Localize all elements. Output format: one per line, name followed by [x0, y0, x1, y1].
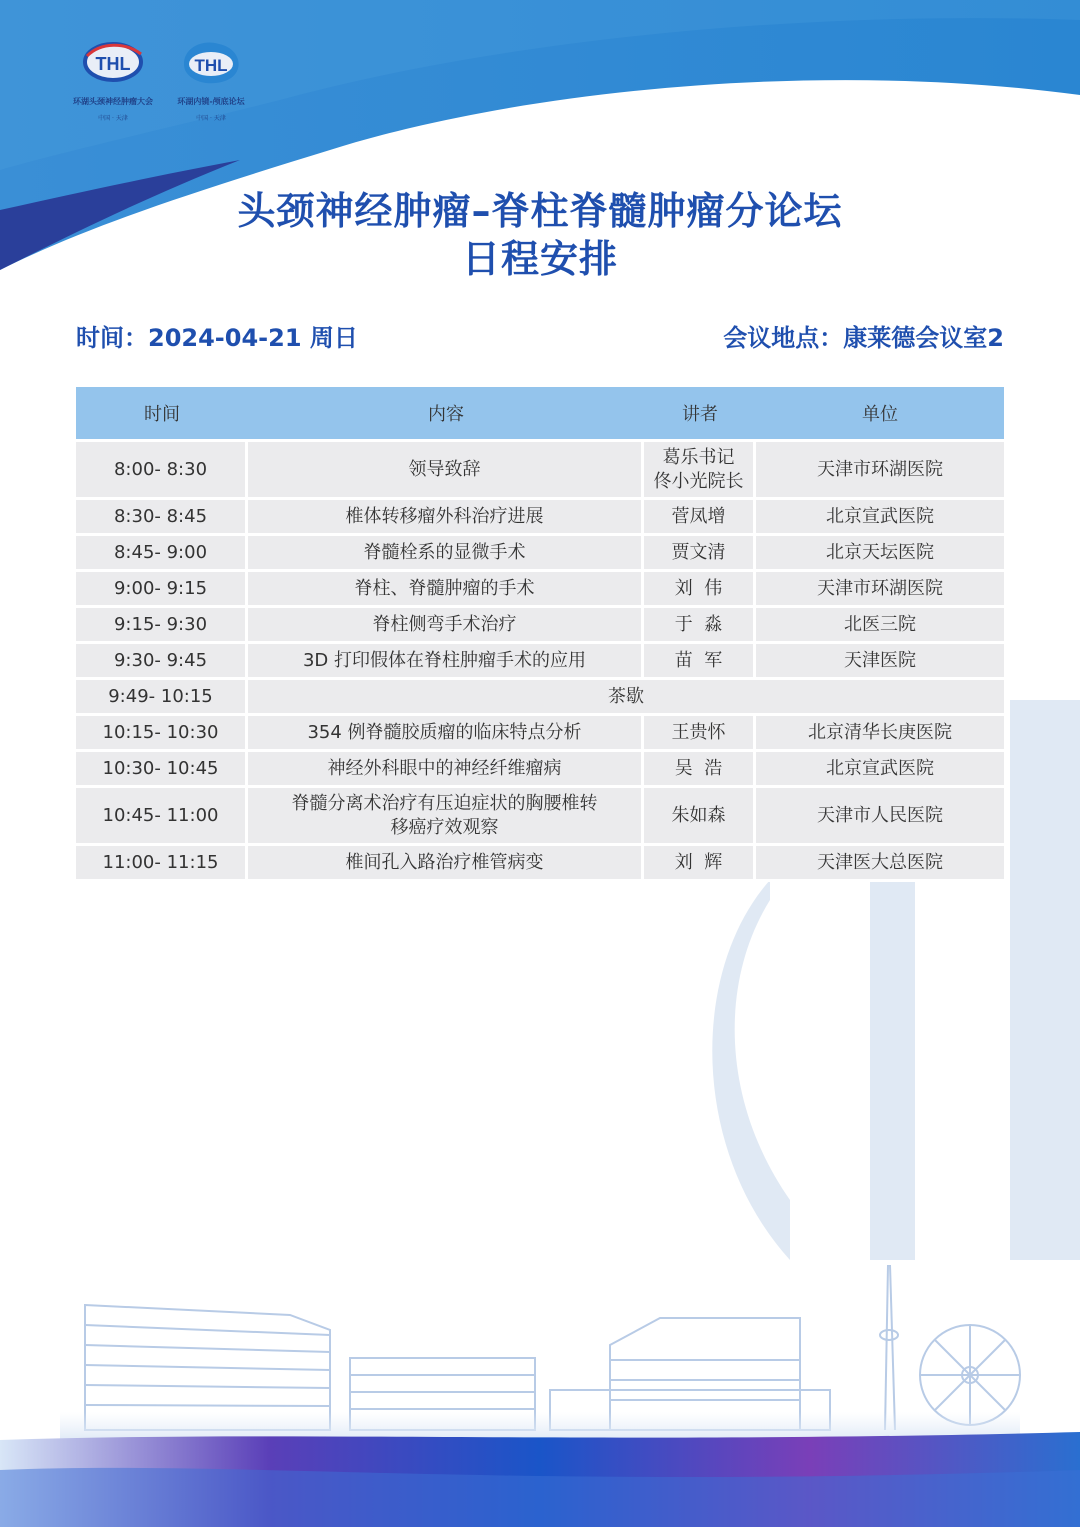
- speaker-cell: 苗 军: [644, 644, 756, 680]
- conference-logo: [58, 40, 168, 122]
- table-row: [76, 536, 1004, 572]
- time-cell: 8:45- 9:00: [76, 536, 248, 572]
- time-cell: 11:00- 11:15: [76, 846, 248, 882]
- logo-title: 环湖头颈神经肿瘤大会: [73, 97, 153, 106]
- break-cell: 茶歇: [248, 680, 1004, 716]
- content-cell: 椎体转移瘤外科治疗进展: [248, 500, 644, 536]
- unit-cell: 天津市环湖医院: [756, 442, 1004, 500]
- schedule-table: [76, 387, 1004, 882]
- header-speaker: 讲者: [644, 387, 756, 442]
- page-title: 头颈神经肿瘤–脊柱脊髓肿瘤分论坛: [237, 189, 843, 233]
- header-time: 时间: [76, 387, 248, 442]
- time-cell: 10:15- 10:30: [76, 716, 248, 752]
- unit-cell: 北医三院: [756, 608, 1004, 644]
- unit-cell: 北京天坛医院: [756, 536, 1004, 572]
- table-row: [76, 716, 1004, 752]
- logo-title: 环湖内镜-颅底论坛: [177, 97, 245, 106]
- time-cell: 9:00- 9:15: [76, 572, 248, 608]
- time-cell: 8:00- 8:30: [76, 442, 248, 500]
- unit-cell: 天津医大总医院: [756, 846, 1004, 882]
- table-row: [76, 644, 1004, 680]
- content-cell: 3D 打印假体在脊柱肿瘤手术的应用: [248, 644, 644, 680]
- table-header-row: [76, 387, 1004, 442]
- event-venue: 会议地点：康莱德会议室2: [723, 324, 1004, 352]
- speaker-cell: 刘 伟: [644, 572, 756, 608]
- table-row-break: [76, 680, 1004, 716]
- unit-cell: 天津市人民医院: [756, 788, 1004, 846]
- time-cell: 8:30- 8:45: [76, 500, 248, 536]
- event-time: 时间：2024-04-21 周日: [76, 324, 358, 352]
- time-cell: 9:30- 9:45: [76, 644, 248, 680]
- content-cell: 领导致辞: [248, 442, 644, 500]
- page-subtitle: 日程安排: [461, 237, 618, 281]
- logo-subtitle: 中国 · 天津: [196, 115, 226, 122]
- unit-cell: 天津医院: [756, 644, 1004, 680]
- table-row: [76, 572, 1004, 608]
- svg-text:THL: THL: [95, 54, 131, 74]
- speaker-cell: 于 淼: [644, 608, 756, 644]
- header-content: 内容: [248, 387, 644, 442]
- header-unit: 单位: [756, 387, 1004, 442]
- table-row: [76, 500, 1004, 536]
- logo-subtitle: 中国 · 天津: [98, 115, 128, 122]
- speaker-cell: 刘 辉: [644, 846, 756, 882]
- content-cell: 脊髓分离术治疗有压迫症状的胸腰椎转 移癌疗效观察: [248, 788, 644, 846]
- time-cell: 10:30- 10:45: [76, 752, 248, 788]
- unit-cell: 北京宣武医院: [756, 752, 1004, 788]
- table-row: [76, 442, 1004, 500]
- time-cell: 9:49- 10:15: [76, 680, 248, 716]
- content-cell: 神经外科眼中的神经纤维瘤病: [248, 752, 644, 788]
- content-cell: 脊髓栓系的显微手术: [248, 536, 644, 572]
- speaker-cell: 贾文清: [644, 536, 756, 572]
- table-row: [76, 608, 1004, 644]
- time-cell: 10:45- 11:00: [76, 788, 248, 846]
- speaker-cell: 菅凤增: [644, 500, 756, 536]
- forum-logo: [156, 40, 266, 122]
- speaker-cell: 朱如森: [644, 788, 756, 846]
- speaker-cell: 吴 浩: [644, 752, 756, 788]
- content-cell: 脊柱、脊髓肿瘤的手术: [248, 572, 644, 608]
- speaker-cell: 王贵怀: [644, 716, 756, 752]
- unit-cell: 天津市环湖医院: [756, 572, 1004, 608]
- table-row: [76, 752, 1004, 788]
- table-row: [76, 788, 1004, 846]
- thl-brain-logo-icon: [179, 40, 243, 92]
- time-cell: 9:15- 9:30: [76, 608, 248, 644]
- thl-logo-icon: [81, 40, 145, 92]
- content-cell: 354 例脊髓胶质瘤的临床特点分析: [248, 716, 644, 752]
- content-cell: 脊柱侧弯手术治疗: [248, 608, 644, 644]
- table-row: [76, 846, 1004, 882]
- unit-cell: 北京宣武医院: [756, 500, 1004, 536]
- unit-cell: 北京清华长庚医院: [756, 716, 1004, 752]
- svg-text:THL: THL: [194, 56, 228, 75]
- speaker-cell: 葛乐书记 佟小光院长: [644, 442, 756, 500]
- content-cell: 椎间孔入路治疗椎管病变: [248, 846, 644, 882]
